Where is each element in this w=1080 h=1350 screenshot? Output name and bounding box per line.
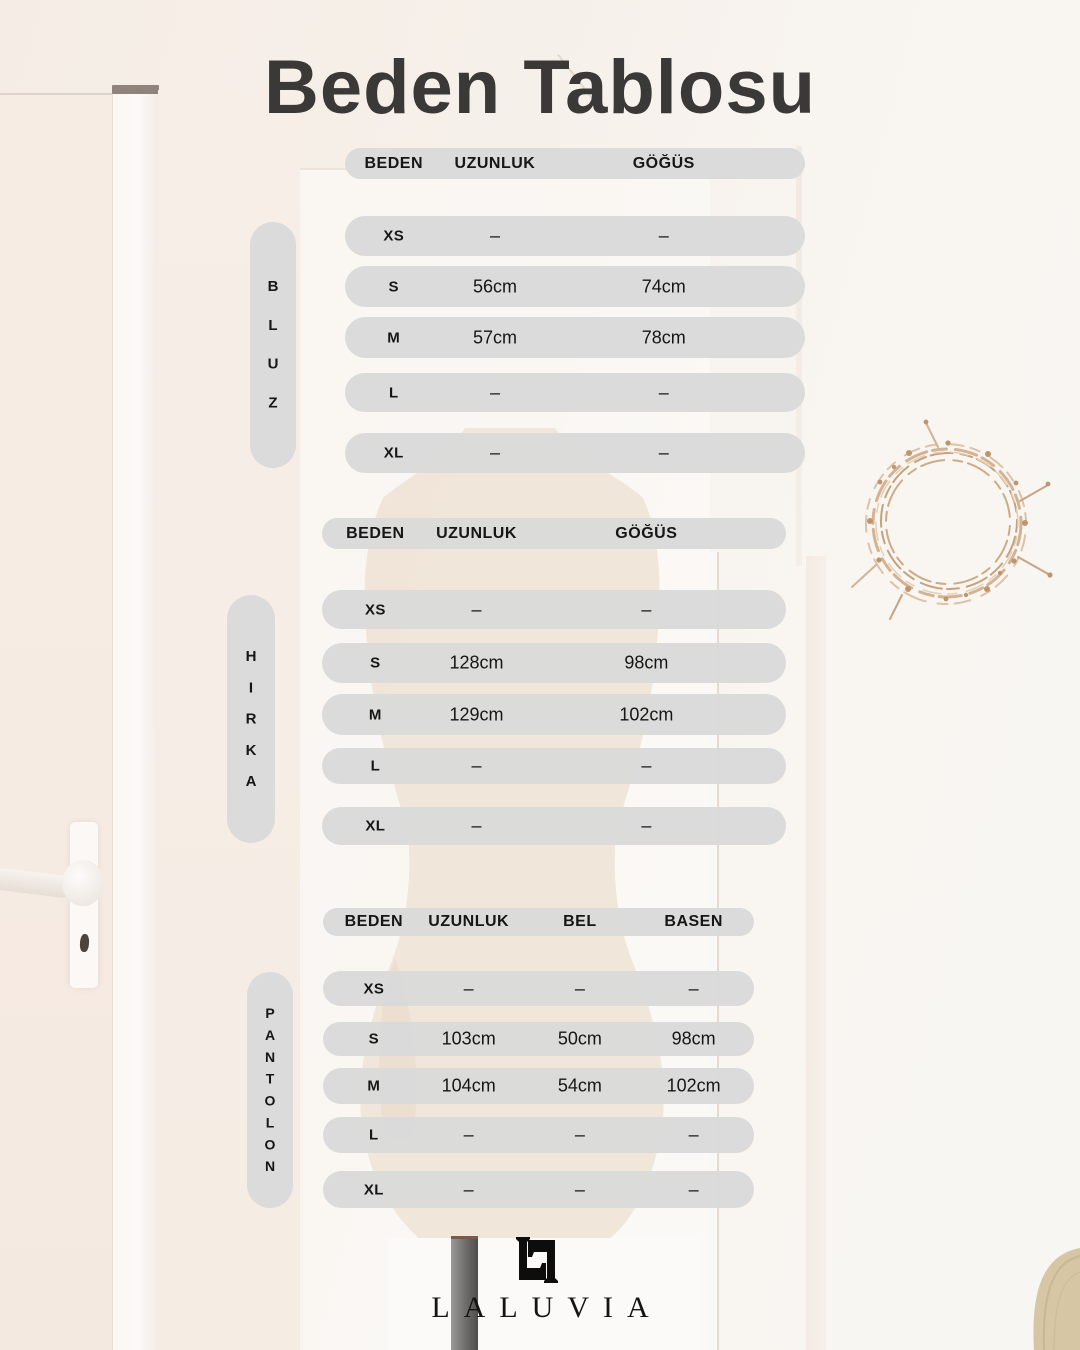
table-row: [323, 1117, 754, 1153]
category-label-pantolon: [247, 972, 293, 1208]
pantolon-table-header-row: [323, 908, 754, 936]
size-label: L: [370, 757, 381, 775]
column-header: BEL: [563, 913, 597, 930]
value-cell: –: [471, 755, 482, 776]
value-cell: –: [489, 382, 500, 402]
door-handle-boss: [62, 860, 104, 906]
table-row: [322, 748, 786, 784]
size-label: S: [368, 1030, 380, 1048]
panel-frame-line: [806, 556, 826, 1350]
size-label: XS: [363, 980, 385, 997]
bluz-table-header-row: [345, 148, 805, 179]
value-cell: 104cm: [441, 1075, 496, 1096]
value-cell: 74cm: [641, 276, 686, 296]
wall-seam: [796, 146, 802, 566]
size-label: XL: [363, 1181, 384, 1198]
value-cell: –: [489, 225, 500, 246]
value-cell: –: [471, 815, 482, 836]
armchair: [1018, 1246, 1080, 1350]
page-title: Beden Tablosu: [263, 45, 817, 130]
wreath-decoration: [842, 405, 1058, 645]
column-header: UZUNLUK: [454, 154, 536, 172]
brand-wordmark: LALUVIA: [431, 1291, 663, 1324]
table-row: [322, 590, 786, 629]
table-row: [345, 373, 805, 412]
value-cell: –: [574, 978, 585, 998]
value-cell: –: [658, 225, 669, 246]
value-cell: –: [688, 1124, 699, 1145]
category-text: PANTOLON: [262, 1005, 278, 1181]
value-cell: 56cm: [472, 276, 517, 296]
size-label: XL: [383, 444, 404, 462]
value-cell: –: [688, 978, 699, 998]
table-row: [322, 694, 786, 735]
value-cell: –: [471, 599, 482, 619]
value-cell: 54cm: [557, 1075, 602, 1096]
column-header: BEDEN: [346, 524, 405, 542]
table-row: [323, 1171, 754, 1208]
size-label: XS: [383, 227, 405, 245]
value-cell: –: [489, 442, 500, 463]
column-header: BEDEN: [364, 154, 424, 172]
value-cell: –: [574, 1124, 585, 1145]
column-header: UZUNLUK: [436, 524, 517, 542]
size-label: S: [370, 654, 381, 672]
column-header: GÖĞÜS: [632, 154, 695, 172]
table-row: [322, 643, 786, 683]
value-cell: 50cm: [557, 1028, 602, 1049]
category-text: BLUZ: [264, 278, 282, 434]
hirka-table-header-row: [322, 518, 786, 549]
size-label: M: [367, 1077, 381, 1095]
category-label-hirka: [227, 595, 275, 843]
value-cell: 128cm: [449, 652, 504, 673]
value-cell: 98cm: [671, 1028, 716, 1049]
column-header: BASEN: [664, 913, 723, 930]
value-cell: –: [463, 978, 474, 998]
value-cell: –: [641, 755, 652, 776]
value-cell: 98cm: [624, 652, 669, 673]
value-cell: 102cm: [619, 704, 674, 724]
value-cell: 78cm: [641, 327, 686, 347]
value-cell: –: [641, 815, 652, 836]
laluvia-monogram-icon: [506, 1231, 568, 1289]
size-label: L: [388, 384, 399, 401]
size-label: XL: [365, 817, 386, 835]
door-panel: [0, 96, 112, 1350]
size-label: M: [387, 329, 401, 346]
size-label: M: [368, 706, 382, 723]
value-cell: –: [574, 1179, 585, 1199]
value-cell: 129cm: [449, 704, 504, 724]
table-row: [345, 317, 805, 358]
value-cell: –: [658, 382, 669, 402]
table-row: [322, 807, 786, 845]
value-cell: –: [658, 442, 669, 463]
value-cell: 102cm: [666, 1075, 721, 1096]
value-cell: 57cm: [472, 327, 517, 347]
value-cell: –: [688, 1179, 699, 1199]
column-header: UZUNLUK: [428, 913, 510, 930]
table-row: [345, 433, 805, 473]
table-row: [323, 1068, 754, 1104]
table-row: [323, 1022, 754, 1056]
table-row: [345, 216, 805, 256]
category-label-bluz: [250, 222, 296, 468]
size-label: L: [369, 1126, 379, 1144]
value-cell: 103cm: [441, 1028, 496, 1049]
table-row: [345, 266, 805, 307]
column-header: GÖĞÜS: [615, 524, 678, 542]
table-row: [323, 971, 754, 1006]
value-cell: –: [641, 599, 652, 619]
column-header: BEDEN: [344, 913, 404, 930]
value-cell: –: [463, 1179, 474, 1199]
size-label: S: [388, 278, 399, 295]
value-cell: –: [463, 1124, 474, 1145]
category-text: HIRKA: [242, 648, 260, 805]
size-label: XS: [364, 601, 386, 618]
door-frame: [112, 90, 161, 1350]
